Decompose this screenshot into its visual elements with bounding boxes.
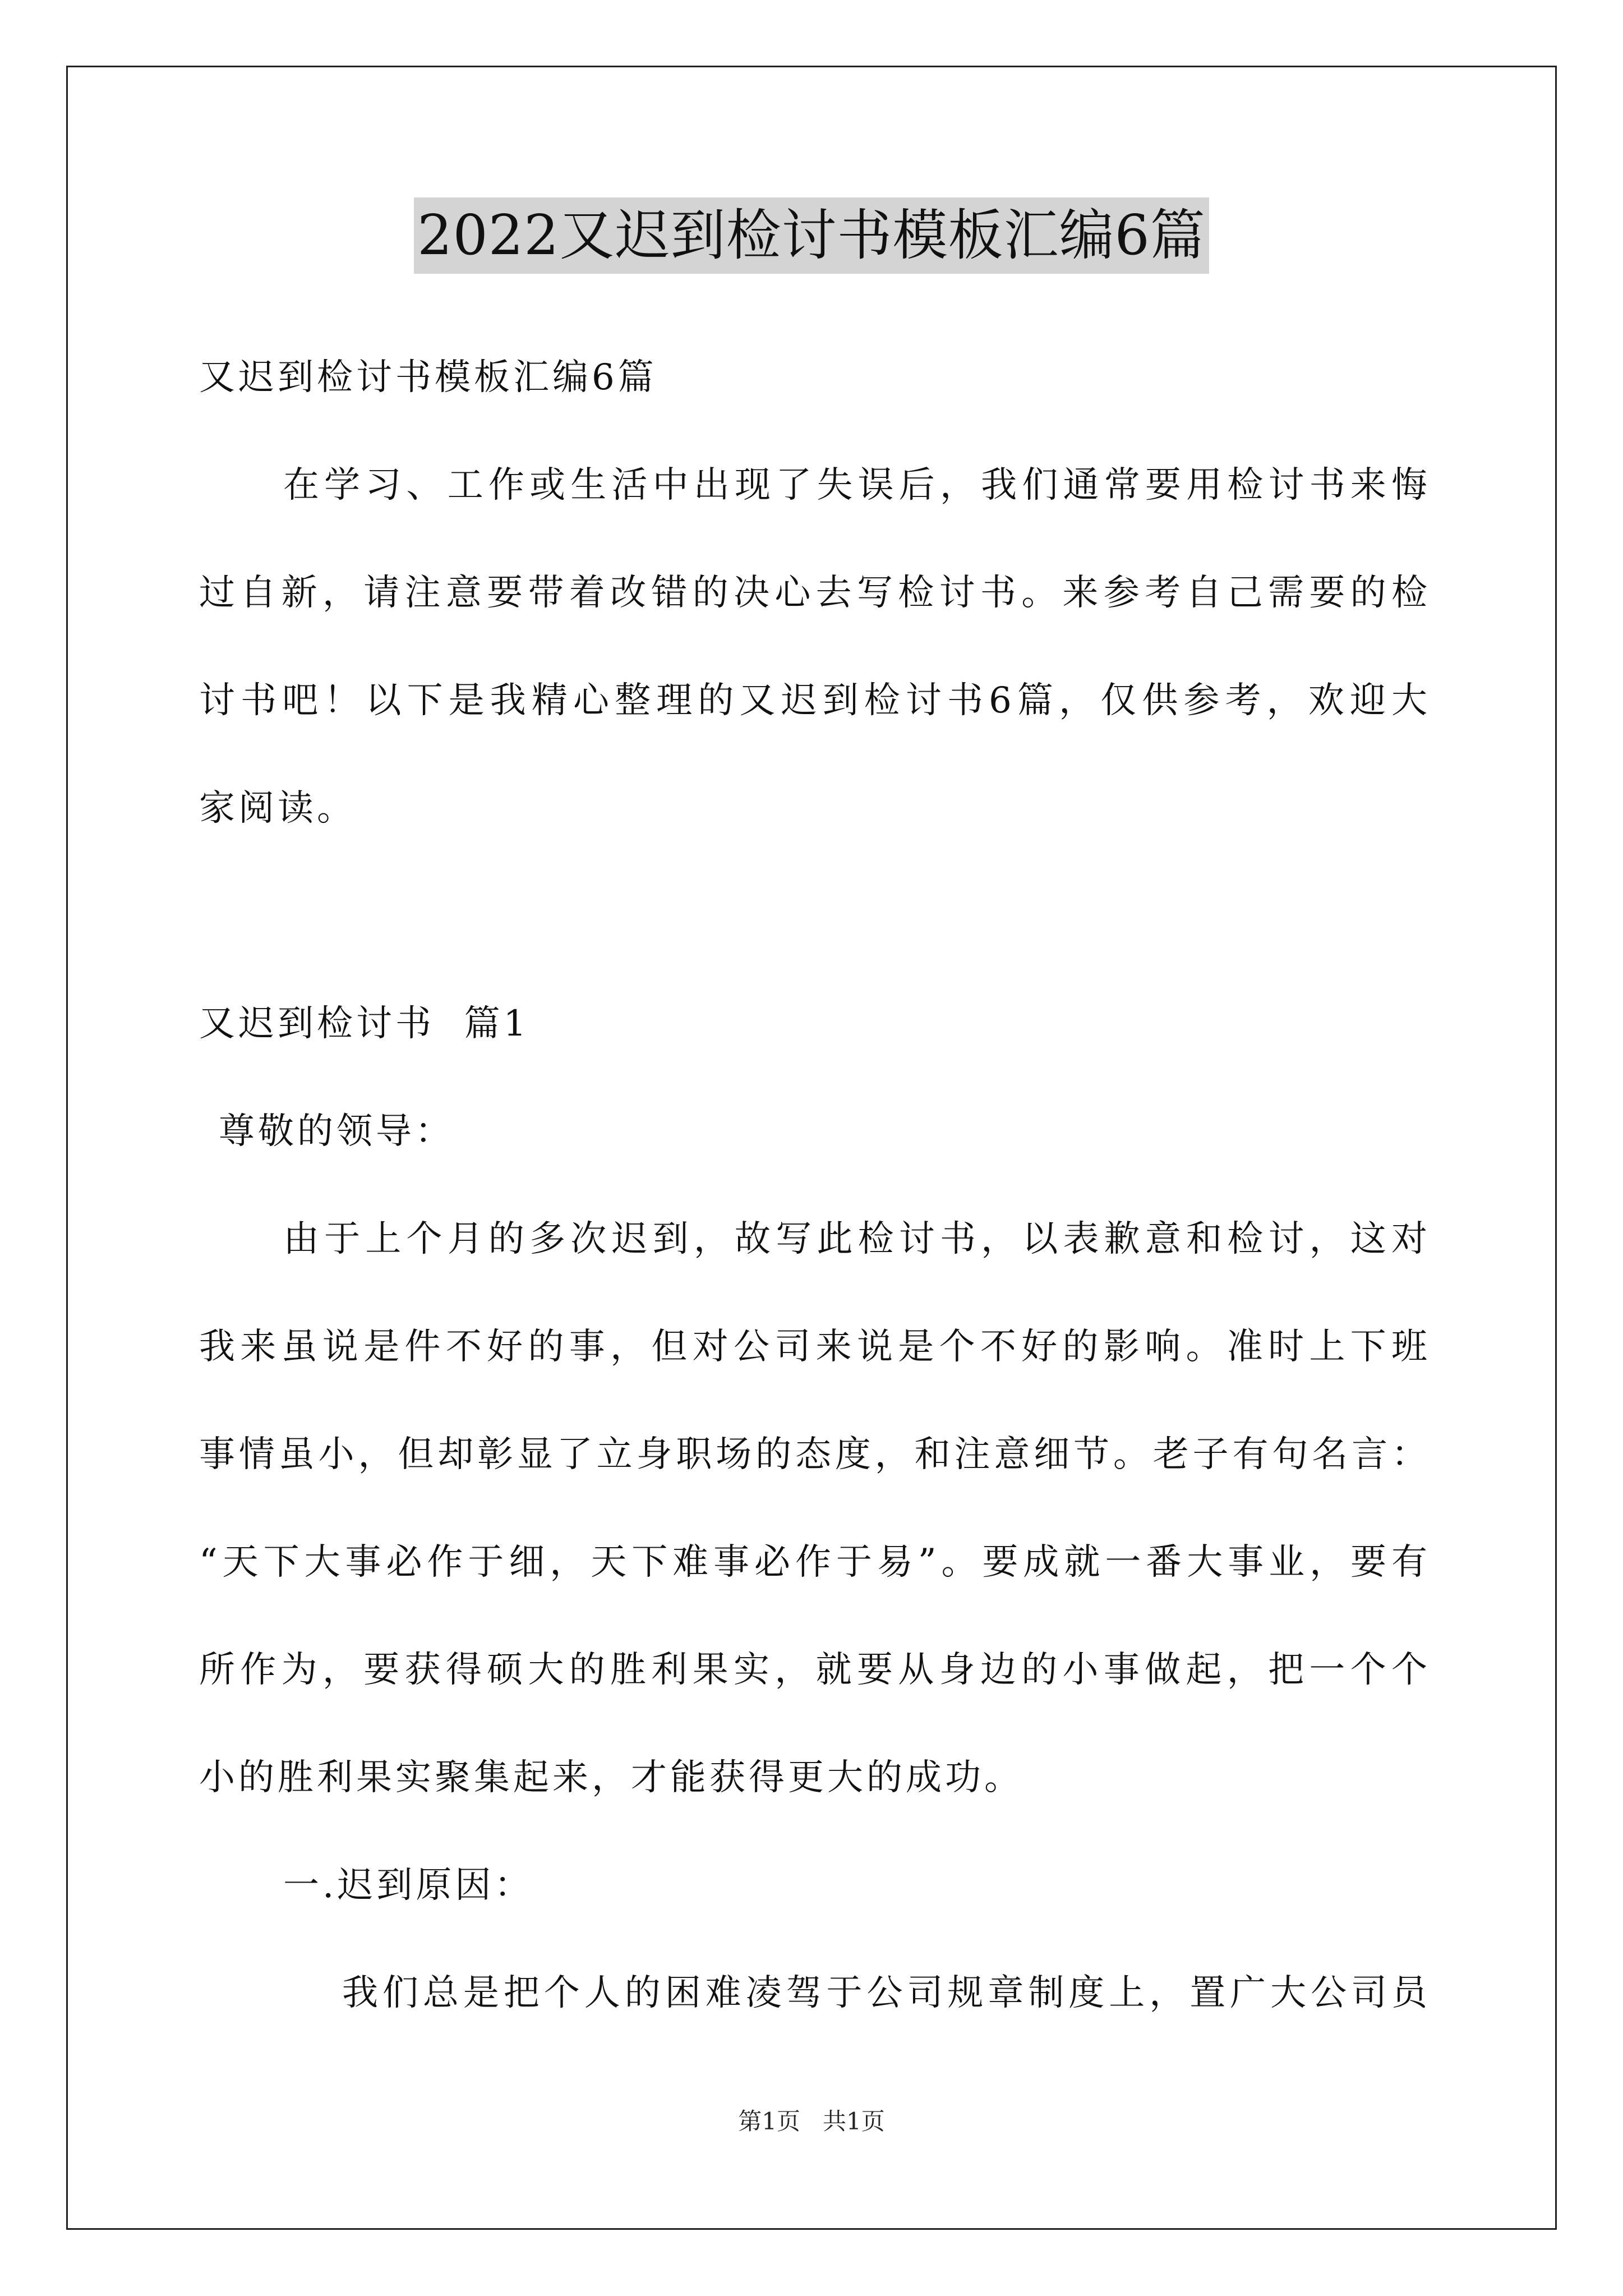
intro-line: 家阅读。: [199, 788, 356, 829]
page-number-label: 第1页 共1页: [738, 2108, 885, 2135]
body-line: 所作为，要获得硕大的胜利果实，就要从身边的小事做起，把一个个: [199, 1649, 1427, 1691]
body-line: “天下大事必作于细，天下难事必作于易”。要成就一番大事业，要有: [199, 1542, 1427, 1583]
section-heading: 又迟到检讨书 篇1: [199, 1003, 530, 1045]
body-line: 我来虽说是件不好的事，但对公司来说是个不好的影响。准时上下班: [199, 1326, 1427, 1368]
body-line: 事情虽小，但却彰显了立身职场的态度，和注意细节。老子有句名言：: [199, 1434, 1427, 1475]
intro-line: 讨书吧！以下是我精心整理的又迟到检讨书6篇，仅供参考，欢迎大: [199, 680, 1427, 721]
body-line: 由于上个月的多次迟到，故写此检讨书，以表歉意和检讨，这对: [283, 1218, 1427, 1260]
intro-line: 在学习、工作或生活中出现了失误后，我们通常要用检讨书来悔: [283, 464, 1427, 506]
document-title: 2022又迟到检讨书模板汇编6篇: [414, 197, 1209, 274]
salutation: 尊敬的领导：: [219, 1111, 454, 1152]
body-line: 小的胜利果实聚集起来，才能获得更大的成功。: [199, 1757, 1023, 1798]
document-subtitle: 又迟到检讨书模板汇编6篇: [199, 357, 657, 398]
reason-heading: 一.迟到原因：: [283, 1865, 534, 1906]
intro-line: 过自新，请注意要带着改错的决心去写检讨书。来参考自己需要的检: [199, 572, 1427, 614]
title-container: [0, 197, 1623, 274]
page-footer: [0, 2105, 1623, 2138]
reason-line: 我们总是把个人的困难凌驾于公司规章制度上，置广大公司员: [342, 1972, 1427, 2014]
